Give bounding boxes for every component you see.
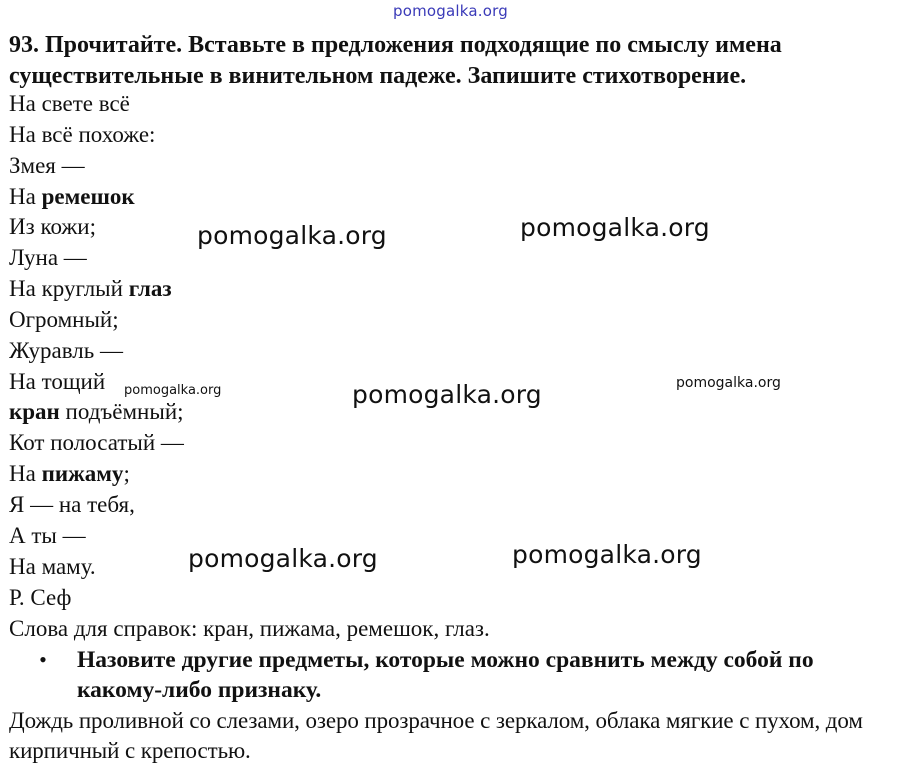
- poem-line-text: Из кожи;: [9, 214, 96, 240]
- watermark: pomogalka.org: [520, 213, 710, 242]
- poem-inserted-word: ремешок: [41, 183, 135, 209]
- bullet-question-text: Назовите другие предметы, которые можно сравнить между собой по какому-либо признаку.: [77, 647, 814, 703]
- poem-line: [9, 428, 184, 459]
- poem-line-text: Луна —: [9, 245, 87, 271]
- bullet-icon: •: [39, 647, 47, 672]
- watermark: pomogalka.org: [676, 375, 781, 391]
- reference-words: Слова для справок: кран, пижама, ремешок, глаз.: [9, 616, 490, 641]
- watermark: pomogalka.org: [124, 383, 222, 398]
- poem-line: [9, 336, 184, 367]
- poem-inserted-word: пижаму: [41, 461, 124, 487]
- poem-line-ending: ;: [123, 461, 130, 487]
- poem-line: [9, 490, 184, 521]
- bullet-question: [9, 645, 894, 705]
- watermark: pomogalka.org: [352, 380, 542, 409]
- poem-line-ending: подъёмный;: [59, 399, 184, 425]
- poem-line: [9, 274, 184, 305]
- poem: [9, 89, 184, 613]
- poem-line-text: Кот полосатый —: [9, 430, 184, 456]
- poem-line-text: На тощий: [9, 368, 106, 394]
- poem-line-text: На маму.: [9, 553, 96, 579]
- poem-line-text: Змея —: [9, 152, 85, 178]
- poem-line: [9, 89, 184, 120]
- watermark: pomogalka.org: [197, 221, 387, 250]
- poem-line: [9, 212, 184, 243]
- poem-line-text: А ты —: [9, 522, 86, 548]
- poem-line-text: Огромный;: [9, 306, 119, 332]
- watermark: pomogalka.org: [188, 544, 378, 573]
- poem-line-text: Журавль —: [9, 337, 123, 363]
- poem-line: [9, 583, 184, 614]
- poem-inserted-word: кран: [9, 399, 60, 425]
- task-title: 93. Прочитайте. Вставьте в предложения подходящие по смыслу имена существительные в винительном падеже. Запишите стихотворение.: [9, 32, 782, 89]
- poem-line: [9, 182, 184, 213]
- watermark: pomogalka.org: [512, 540, 702, 569]
- poem-line: [9, 305, 184, 336]
- poem-line: [9, 397, 184, 428]
- poem-line: [9, 151, 184, 182]
- poem-line-text: На: [9, 461, 42, 487]
- poem-line: [9, 243, 184, 274]
- poem-line-text: Я — на тебя,: [9, 491, 135, 517]
- poem-line: [9, 120, 184, 151]
- poem-line: [9, 552, 184, 583]
- poem-line: [9, 459, 184, 490]
- poem-line-text: На круглый: [9, 276, 129, 302]
- poem-line-text: На свете всё: [9, 91, 130, 116]
- answer-text: Дождь проливной со слезами, озеро прозрачное с зеркалом, облака мягкие с пухом, дом кирпичный с крепостью.: [9, 708, 863, 763]
- poem-line-text: На всё похоже:: [9, 121, 156, 147]
- poem-inserted-word: глаз: [128, 276, 172, 302]
- poem-line: [9, 521, 184, 552]
- poem-line-text: Р. Сеф: [9, 584, 72, 610]
- site-header-watermark: pomogalka.org: [393, 2, 508, 20]
- poem-line-text: На: [9, 183, 42, 209]
